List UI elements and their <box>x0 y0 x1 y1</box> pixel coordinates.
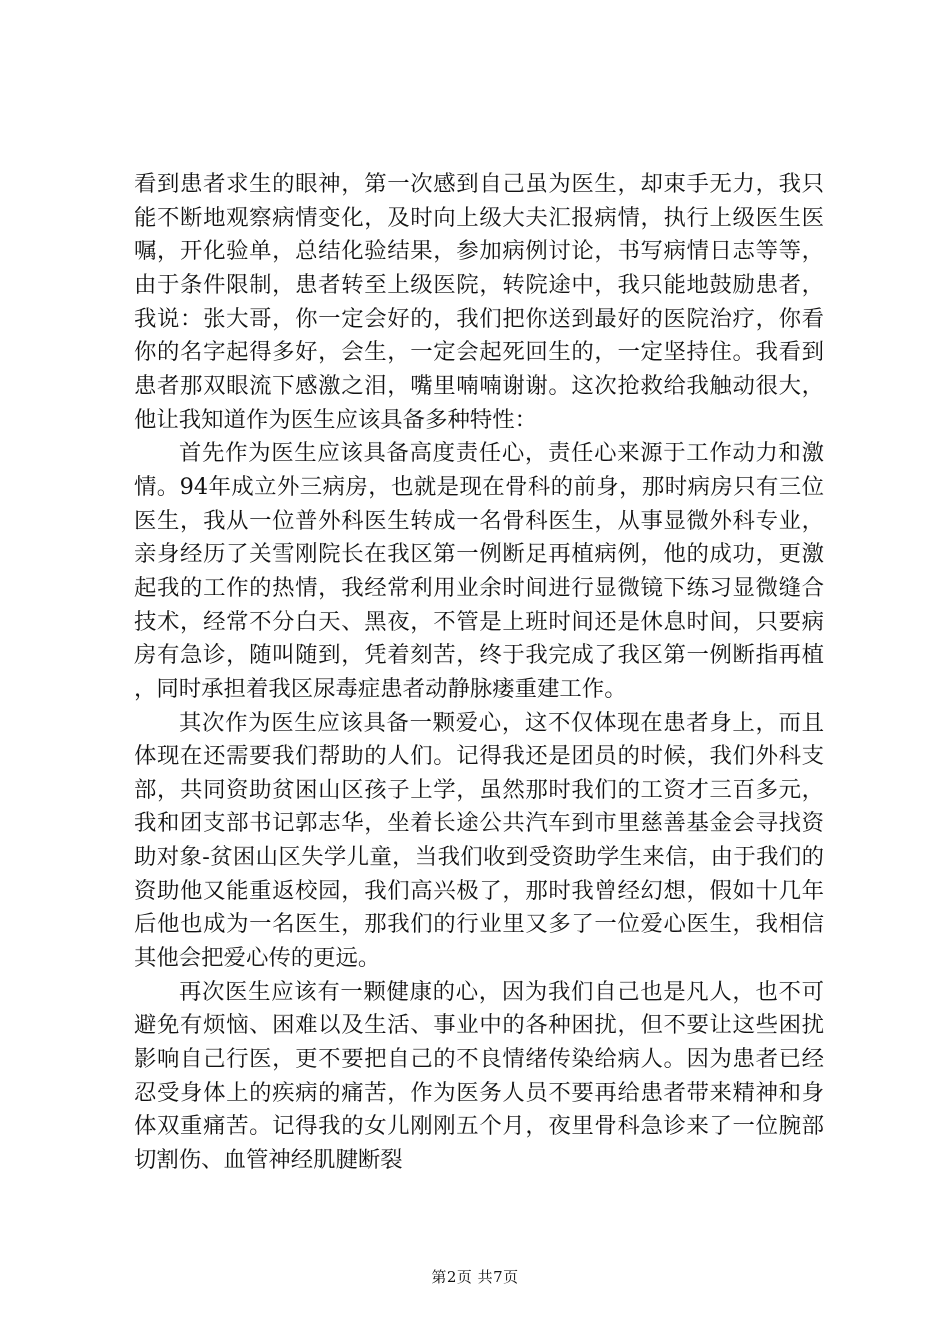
document-body <box>134 168 824 1178</box>
paragraph-healthy-heart: 再次医生应该有一颗健康的心，因为我们自己也是凡人，也不可避免有烦恼、困难以及生活、事业中的各种困扰，但不要让这些困扰影响自己行医，更不要把自己的不良情绪传染给病人。因为患者已经忍受身体上的疾病的痛苦，作为医务人员不要再给患者带来精神和身体双重痛苦。记得我的女儿刚刚五个月，夜里骨科急诊来了一位腕部切割伤、血管神经肌腱断裂 <box>134 978 824 1174</box>
page-footer: 第2页 共7页 <box>431 1268 519 1286</box>
paragraph-compassion: 其次作为医生应该具备一颗爱心，这不仅体现在患者身上，而且体现在还需要我们帮助的人们。记得我还是团员的时候，我们外科支部，共同资助贫困山区孩子上学，虽然那时我们的工资才三百多元，我和团支部书记郭志华，坐着长途公共汽车到市里慈善基金会寻找资助对象-贫困山区失学儿童，当我们收到受资助学生来信，由于我们的资助他又能重返校园，我们高兴极了，那时我曾经幻想，假如十几年后他也成为一名医生，那我们的行业里又多了一位爱心医生，我相信其他会把爱心传的更远。 <box>134 709 824 972</box>
paragraph-responsibility: 首先作为医生应该具备高度责任心，责任心来源于工作动力和激情。94年成立外三病房，也就是现在骨科的前身，那时病房只有三位医生，我从一位普外科医生转成一名骨科医生，从事显微外科专业，亲身经历了关雪刚院长在我区第一例断足再植病例，他的成功，更激起我的工作的热情，我经常利用业余时间进行显微镜下练习显微缝合技术，经常不分白天、黑夜，不管是上班时间还是休息时间，只要病房有急诊，随叫随到，凭着刻苦，终于我完成了我区第一例断指再植，同时承担着我区尿毒症患者动静脉瘘重建工作。 <box>134 440 824 702</box>
paragraph-continued: 看到患者求生的眼神，第一次感到自己虽为医生，却束手无力，我只能不断地观察病情变化，及时向上级大夫汇报病情，执行上级医生医嘱，开化验单，总结化验结果，参加病例讨论，书写病情日志等等，由于条件限制，患者转至上级医院，转院途中，我只能地鼓励患者，我说：张大哥，你一定会好的，我们把你送到最好的医院治疗，你看你的名字起得多好，会生，一定会起死回生的，一定坚持住。我看到患者那双眼流下感激之泪，嘴里喃喃谢谢。这次抢救给我触动很大，他让我知道作为医生应该具备多种特性： <box>134 171 824 433</box>
